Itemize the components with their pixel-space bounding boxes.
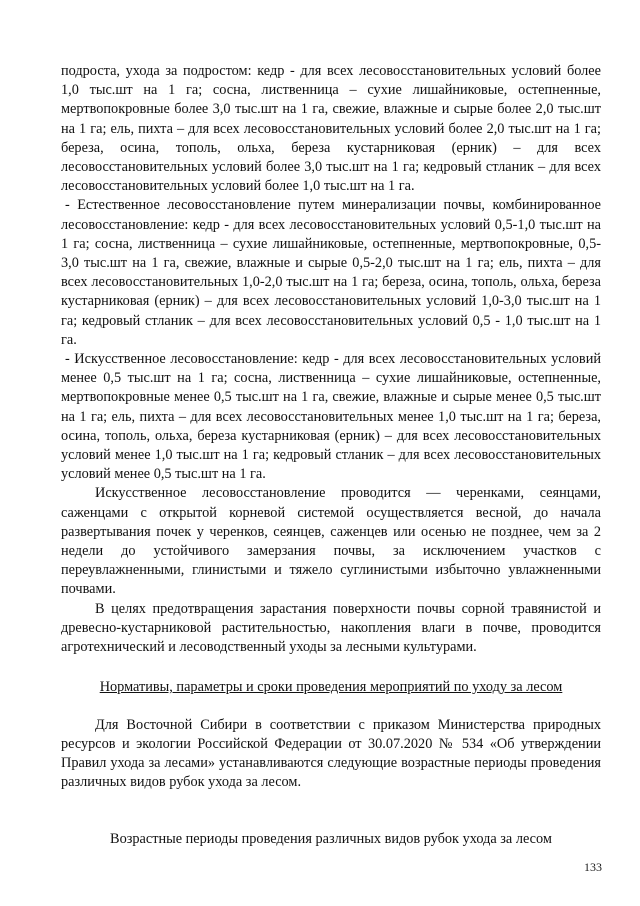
- section-heading: Нормативы, параметры и сроки проведения мероприятий по уходу за лесом: [99, 679, 563, 696]
- paragraph-artificial-reforestation: - Искусственное лесовосстановление: кедр - для всех лесовосстановительных условий менее 0,5 тыс.шт на 1 га; сосна, лиственница – сухие лишайниковые, остепненные, мертвопокровные менее 0,5 тыс.шт на 1 га, свежие, влажные и сырые менее 0,5 тыс.шт на 1 га; ель, пихта – для всех лесовосстановительных менее 1,0 тыс.шт на 1 га; береза, осина, тополь, ольха, береза кустарниковая (ерник) – для всех лесовосстановительных условий менее 1,0 тыс.шт на 1 га; кедровый стланик – для всех лесовосстановительных условий менее 0,5 тыс.шт на 1 га.: [61, 351, 601, 483]
- paragraph-natural-reforestation: - Естественное лесовосстановление путем минерализации почвы, комбинированное лесовосстановление: кедр - для всех лесовосстановительных условий 0,5-1,0 тыс.шт на 1 га; сосна, лиственница – сухие лишайниковые, остепненные, мертвопокровные, 0,5-3,0 тыс.шт на 1 га, свежие, влажные и сырые 0,5-2,0 тыс.шт на 1 га; ель, пихта – для всех лесовосстановительных 1,0-2,0 тыс.шт на 1 га; береза, осина, тополь, ольха, береза кустарниковая (ерник) – для всех лесовосстановительных условий 1,0-3,0 тыс.шт на 1 га; кедровый стланик – для всех лесовосстановительных условий 0,5 - 1,0 тыс.шт на 1 га.: [61, 197, 601, 348]
- paragraph-undergrowth-care: подроста, ухода за подростом: кедр - для всех лесовосстановительных условий более 1,0 тыс.шт на 1 га; сосна, лиственница – сухие лишайниковые, остепненные, мертвопокровные более 3,0 тыс.шт на 1 га, свежие, влажные и сырые более 2,0 тыс.шт на 1 га; ель, пихта – для всех лесовосстановительных условий более 2,0 тыс.шт на 1 га; береза, осина, тополь, ольха, береза кустарниковая (ерник) – для всех лесовосстановительных условий более 3,0 тыс.шт на 1 га; кедровый стланик – для всех лесовосстановительных условий более 1,0 тыс.шт на 1 га.: [61, 63, 601, 195]
- table-title: Возрастные периоды проведения различных видов рубок ухода за лесом: [110, 831, 552, 848]
- paragraph-forest-crop-care: В целях предотвращения зарастания поверхности почвы сорной травянистой и древесно-кустарниковой растительностью, накопления влаги в почве, проводится агротехнический и лесоводственный уходы за лесными культурами.: [61, 600, 601, 656]
- paragraph-planting-timing: Искусственное лесовосстановление проводится — черенками, сеянцами, саженцами с открытой корневой системой осуществляется весной, до начала развертывания почек у черенков, сеянцев, саженцев или осенью не позднее, чем за 2 недели до устойчивого замерзания почвы, за исключением участков с переувлажненными, глинистыми и тяжело суглинистыми избыточно увлажненными почвами.: [61, 485, 601, 598]
- paragraph-east-siberia-rules: Для Восточной Сибири в соответствии с приказом Министерства природных ресурсов и экологии Российской Федерации от 30.07.2020 № 534 «Об утверждении Правил ухода за лесами» устанавливаются следующие возрастные периоды проведения различных видов рубок ухода за лесом.: [61, 716, 601, 791]
- page-number: 133: [584, 860, 602, 874]
